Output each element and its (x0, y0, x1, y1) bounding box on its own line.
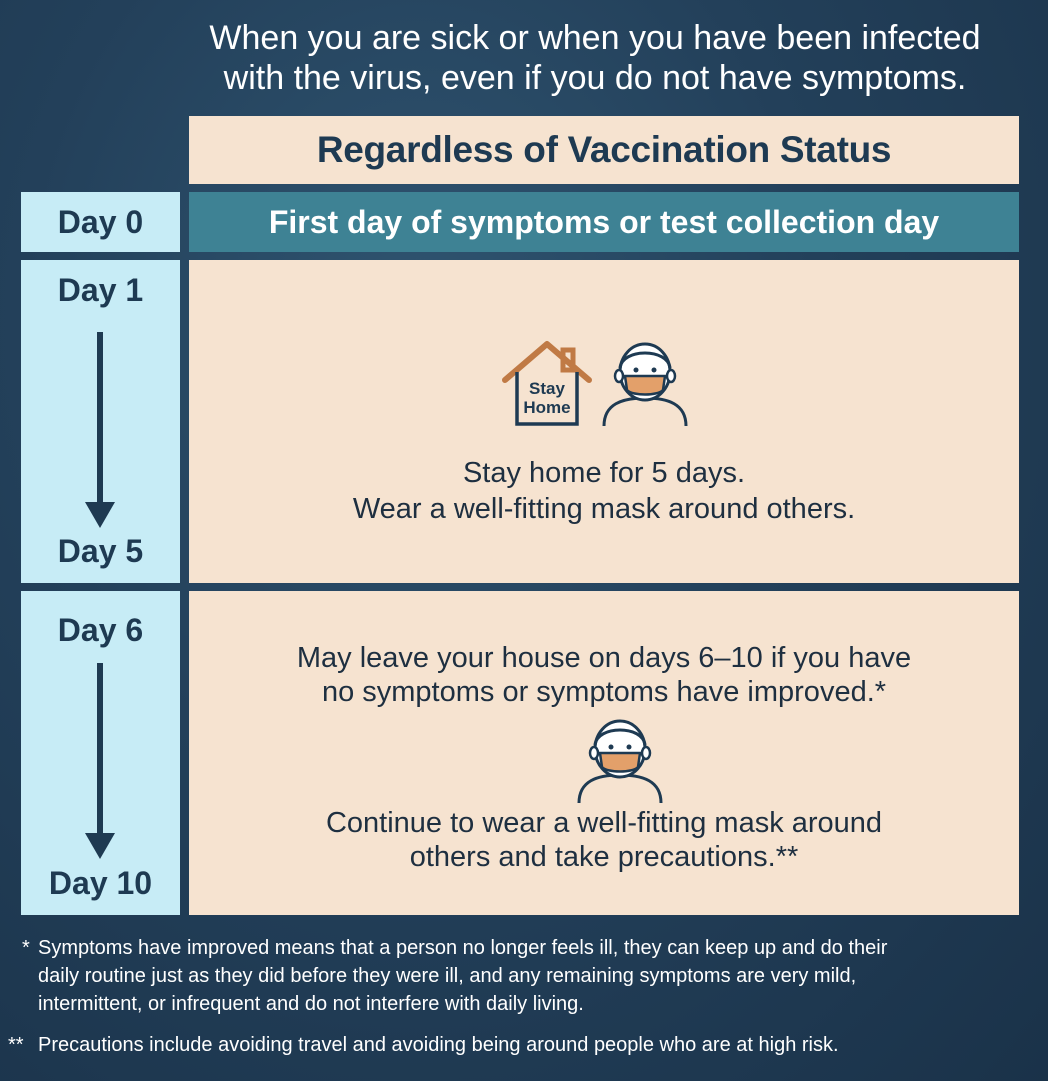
page-heading (150, 18, 1040, 98)
footnote-2 (8, 1031, 1038, 1059)
footnote-1-line-3: intermittent, or infrequent and do not interfere with daily living. (38, 993, 584, 1015)
day0-description: First day of symptoms or test collection day (189, 192, 1019, 252)
period2-line-4: others and take precautions.** (409, 841, 799, 873)
footnote-1-line-2: daily routine just as they did before they were ill, and any remaining symptoms are very mild, (38, 965, 857, 987)
vaccination-status-banner: Regardless of Vaccination Status (189, 116, 1019, 184)
period-6-10-panel (189, 591, 1019, 915)
footnote-1-mark: * (22, 937, 30, 959)
day-range-6-10 (21, 591, 180, 915)
footnote-2-text: Precautions include avoiding travel and avoiding being around people who are at high risk. (38, 1034, 839, 1056)
arrow-down-icon (80, 663, 120, 863)
period2-line-3: Continue to wear a well-fitting mask around (325, 807, 883, 839)
masked-person-icon (575, 715, 665, 805)
heading-line-1: When you are sick or when you have been infected (209, 19, 981, 57)
day6-label: Day 6 (57, 612, 144, 648)
masked-person-icon (600, 338, 690, 428)
day-range-1-5 (21, 260, 180, 583)
period1-line-1: Stay home for 5 days. (462, 457, 746, 489)
day0-label: Day 0 (21, 192, 180, 252)
house-icon (499, 338, 595, 428)
heading-line-2: with the virus, even if you do not have symptoms. (223, 59, 967, 97)
day10-label: Day 10 (48, 865, 153, 901)
footnote-1-line-1: Symptoms have improved means that a person no longer feels ill, they can keep up and do their (38, 937, 888, 959)
period-1-5-panel (189, 260, 1019, 583)
day1-label: Day 1 (57, 272, 144, 308)
footnote-1 (22, 934, 1032, 1018)
arrow-down-icon (80, 332, 120, 532)
period2-line-1: May leave your house on days 6–10 if you have (296, 642, 912, 674)
house-icon-text-2: Home (523, 398, 571, 417)
period2-line-2: no symptoms or symptoms have improved.* (321, 676, 887, 708)
house-icon-text-1: Stay (529, 379, 565, 398)
footnote-2-mark: ** (8, 1034, 24, 1056)
period1-line-2: Wear a well-fitting mask around others. (352, 493, 856, 525)
day5-label: Day 5 (57, 533, 144, 569)
